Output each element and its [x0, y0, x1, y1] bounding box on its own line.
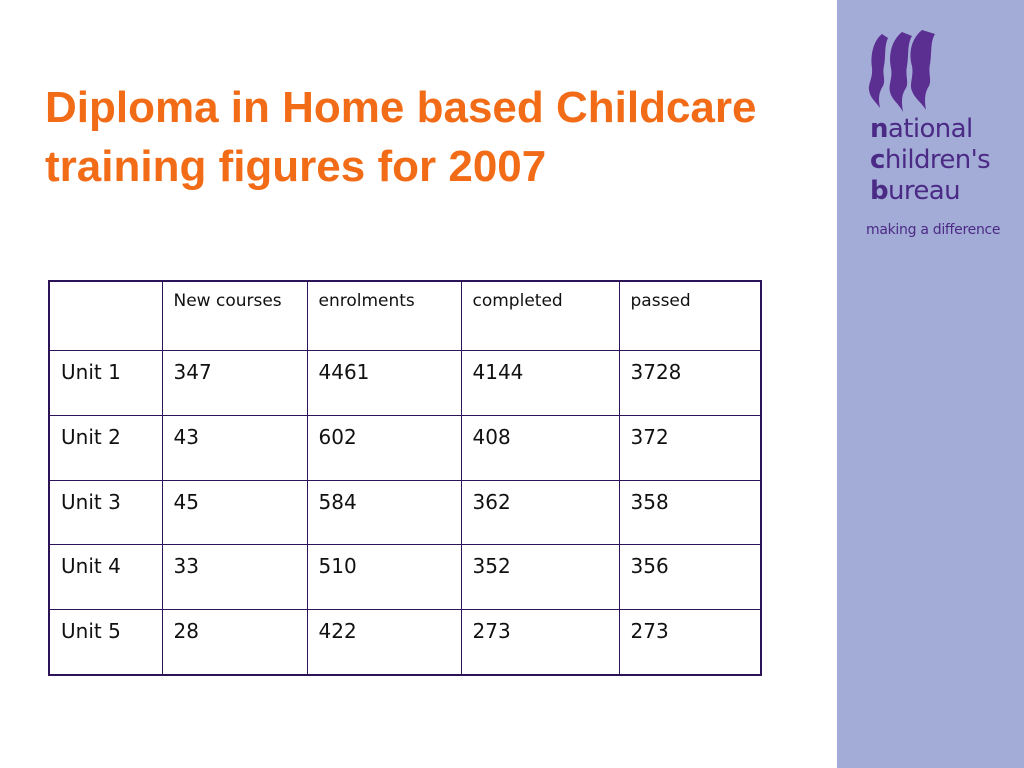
- slide-title: Diploma in Home based Childcare training figures for 2007: [45, 83, 757, 191]
- cell-new-courses: 43: [162, 415, 307, 480]
- table-header-row: [50, 282, 760, 351]
- header-corner-cell: [50, 282, 162, 351]
- figures-table: [50, 282, 760, 674]
- cell-enrolments: 4461: [307, 351, 461, 416]
- cell-enrolments: 422: [307, 609, 461, 674]
- row-label: Unit 2: [50, 415, 162, 480]
- logo-sidebar: [837, 0, 1024, 768]
- cell-completed: 362: [461, 480, 619, 545]
- cell-passed: 358: [619, 480, 760, 545]
- row-label: Unit 1: [50, 351, 162, 416]
- logo-word-rest: ureau: [888, 176, 961, 206]
- cell-completed: 408: [461, 415, 619, 480]
- logo-wordmark-line: [870, 114, 973, 145]
- cell-new-courses: 28: [162, 609, 307, 674]
- logo-initial: n: [870, 114, 888, 144]
- faces-logo-icon: [862, 28, 937, 118]
- logo-tagline: making a difference: [866, 222, 1001, 238]
- logo-wordmark-line: [870, 145, 990, 176]
- cell-completed: 273: [461, 609, 619, 674]
- table-row: [50, 545, 760, 610]
- logo-initial: b: [870, 176, 889, 206]
- row-label: Unit 3: [50, 480, 162, 545]
- cell-passed: 356: [619, 545, 760, 610]
- header-new-courses: New courses: [162, 282, 307, 351]
- logo-word-rest: ational: [887, 114, 973, 144]
- row-label: Unit 5: [50, 609, 162, 674]
- cell-new-courses: 45: [162, 480, 307, 545]
- logo-initial: c: [870, 145, 885, 175]
- figures-table-frame: [48, 280, 762, 676]
- cell-enrolments: 510: [307, 545, 461, 610]
- cell-passed: 3728: [619, 351, 760, 416]
- table-row: [50, 480, 760, 545]
- table-row: [50, 415, 760, 480]
- cell-enrolments: 602: [307, 415, 461, 480]
- header-passed: passed: [619, 282, 760, 351]
- table-row: [50, 609, 760, 674]
- cell-new-courses: 347: [162, 351, 307, 416]
- cell-passed: 372: [619, 415, 760, 480]
- logo-word-rest: hildren's: [884, 145, 991, 175]
- cell-enrolments: 584: [307, 480, 461, 545]
- header-enrolments: enrolments: [307, 282, 461, 351]
- logo-wordmark-line: [870, 176, 960, 207]
- cell-passed: 273: [619, 609, 760, 674]
- cell-completed: 352: [461, 545, 619, 610]
- table-row: [50, 351, 760, 416]
- header-completed: completed: [461, 282, 619, 351]
- cell-new-courses: 33: [162, 545, 307, 610]
- cell-completed: 4144: [461, 351, 619, 416]
- row-label: Unit 4: [50, 545, 162, 610]
